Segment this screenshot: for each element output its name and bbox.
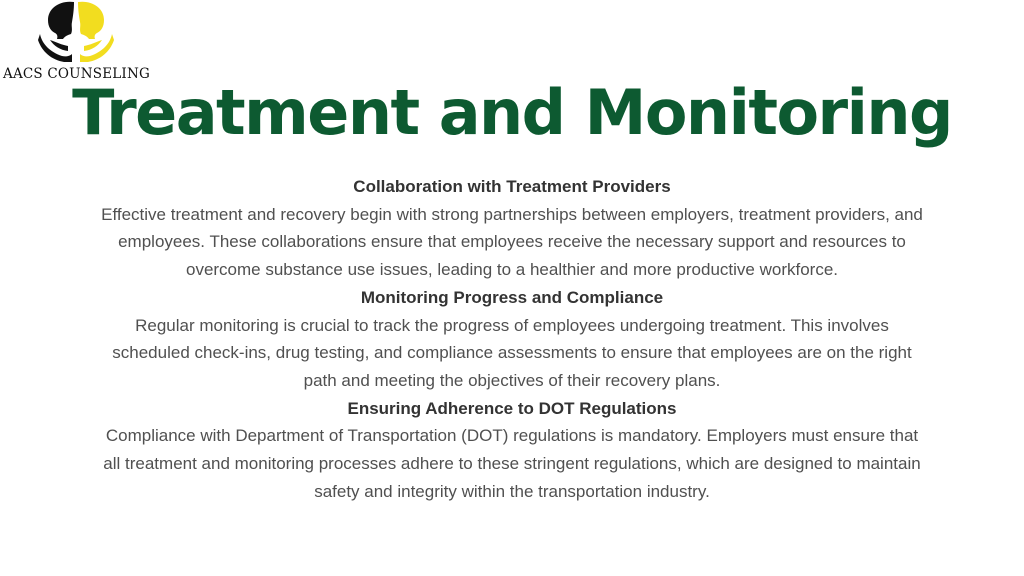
section-collaboration (100, 173, 924, 284)
section-heading: Collaboration with Treatment Providers (353, 177, 671, 196)
logo-mark-icon (36, 0, 116, 66)
section-paragraph: Regular monitoring is crucial to track the progress of employees undergoing treatment. This involves scheduled check-ins, drug testing, and compliance assessments to ensure that employees are on the right path and meeting the objectives of their recovery plans. (112, 315, 912, 390)
section-monitoring (100, 284, 924, 395)
section-paragraph: Compliance with Department of Transportation (DOT) regulations is mandatory. Employers must ensure that all treatment and monitoring processes adhere to these stringent regulations, which are designed to maintain safety and integrity within the transportation industry. (103, 426, 921, 501)
logo-text: AACS COUNSELING (3, 66, 150, 82)
section-dot-regulations (100, 395, 924, 506)
section-heading: Monitoring Progress and Compliance (360, 287, 664, 307)
section-paragraph: Effective treatment and recovery begin with strong partnerships between employers, treatment providers, and employees. These collaborations ensure that employees receive the necessary support and resources to overcome substance use issues, leading to a healthier and more productive workforce. (101, 204, 923, 280)
page-title: Treatment and Monitoring (72, 76, 952, 149)
content-body (100, 173, 924, 505)
section-heading: Ensuring Adherence to DOT Regulations (347, 398, 677, 418)
